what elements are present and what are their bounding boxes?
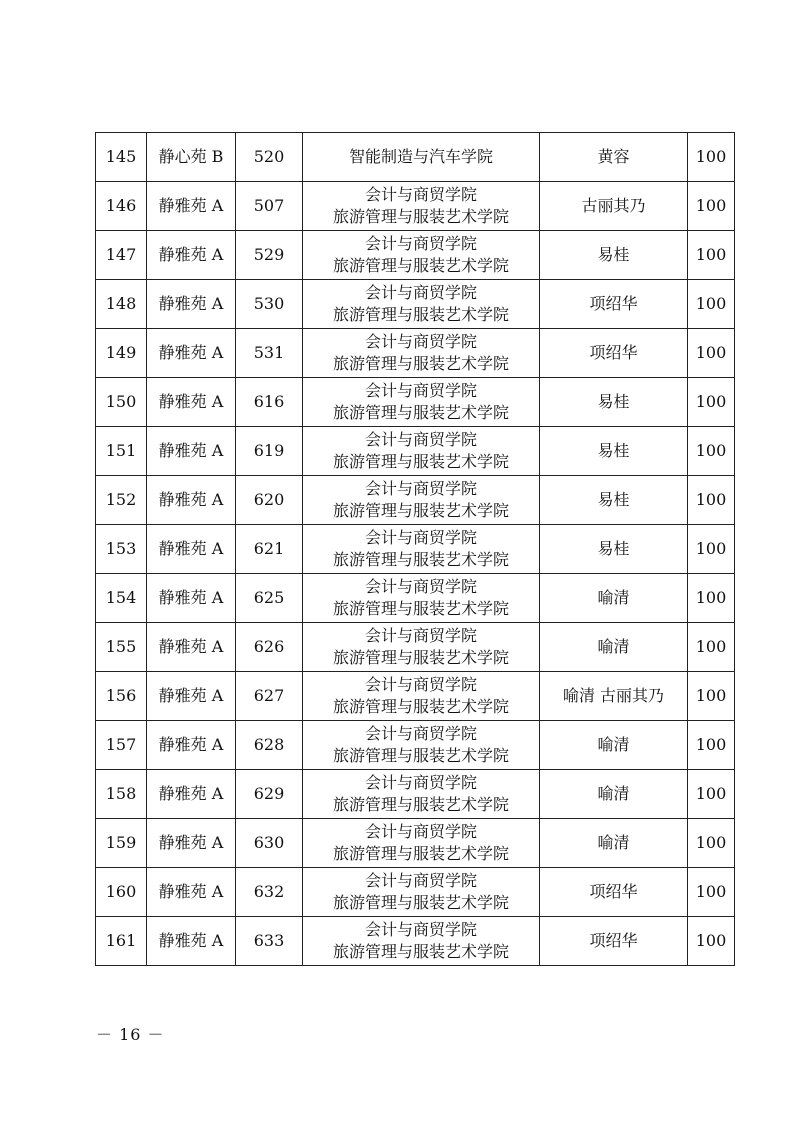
row-number-cell: 149 (96, 329, 147, 378)
college-name: 旅游管理与服装艺术学院 (332, 795, 509, 814)
building-cell: 静雅苑 A (147, 231, 236, 280)
table-row (96, 574, 735, 623)
score-cell: 100 (688, 574, 735, 623)
score-cell: 100 (688, 280, 735, 329)
college-name: 会计与商贸学院 (364, 724, 477, 743)
building-cell: 静雅苑 A (147, 574, 236, 623)
college-name: 会计与商贸学院 (364, 577, 477, 596)
table-row (96, 476, 735, 525)
building-cell: 静雅苑 A (147, 329, 236, 378)
responsible-person-cell: 黄容 (540, 133, 688, 182)
college-name: 会计与商贸学院 (364, 234, 477, 253)
responsible-person-cell: 易桂 (540, 476, 688, 525)
table-row (96, 525, 735, 574)
row-number-cell: 145 (96, 133, 147, 182)
college-cell (303, 623, 540, 672)
room-number-cell: 520 (236, 133, 303, 182)
college-name: 智能制造与汽车学院 (348, 147, 493, 166)
building-cell: 静雅苑 A (147, 525, 236, 574)
row-number-cell: 159 (96, 819, 147, 868)
college-cell (303, 917, 540, 966)
row-number-cell: 160 (96, 868, 147, 917)
table-row (96, 868, 735, 917)
row-number-cell: 150 (96, 378, 147, 427)
college-name: 旅游管理与服装艺术学院 (332, 354, 509, 373)
score-cell: 100 (688, 182, 735, 231)
college-cell (303, 231, 540, 280)
room-number-cell: 621 (236, 525, 303, 574)
row-number-cell: 151 (96, 427, 147, 476)
score-cell: 100 (688, 623, 735, 672)
college-name: 会计与商贸学院 (364, 773, 477, 792)
row-number-cell: 148 (96, 280, 147, 329)
table-row (96, 770, 735, 819)
score-cell: 100 (688, 770, 735, 819)
college-cell (303, 525, 540, 574)
college-name: 会计与商贸学院 (364, 479, 477, 498)
college-cell (303, 329, 540, 378)
score-cell: 100 (688, 476, 735, 525)
responsible-person-cell: 喻清 (540, 819, 688, 868)
building-cell: 静雅苑 A (147, 672, 236, 721)
responsible-person-cell: 项绍华 (540, 329, 688, 378)
score-cell: 100 (688, 721, 735, 770)
responsible-person-cell: 喻清 (540, 721, 688, 770)
college-name: 会计与商贸学院 (364, 626, 477, 645)
row-number-cell: 146 (96, 182, 147, 231)
score-cell: 100 (688, 378, 735, 427)
score-cell: 100 (688, 917, 735, 966)
room-number-cell: 529 (236, 231, 303, 280)
table-row (96, 329, 735, 378)
room-number-cell: 633 (236, 917, 303, 966)
table-row (96, 721, 735, 770)
college-cell (303, 721, 540, 770)
table-body (96, 133, 735, 966)
responsible-person-cell: 易桂 (540, 525, 688, 574)
responsible-person-cell: 易桂 (540, 231, 688, 280)
score-cell: 100 (688, 819, 735, 868)
college-cell (303, 182, 540, 231)
score-cell: 100 (688, 231, 735, 280)
responsible-person-cell: 项绍华 (540, 280, 688, 329)
responsible-person-cell: 项绍华 (540, 917, 688, 966)
row-number-cell: 152 (96, 476, 147, 525)
room-number-cell: 530 (236, 280, 303, 329)
table-row (96, 231, 735, 280)
responsible-person-cell: 易桂 (540, 378, 688, 427)
building-cell: 静雅苑 A (147, 476, 236, 525)
room-number-cell: 625 (236, 574, 303, 623)
responsible-person-cell: 易桂 (540, 427, 688, 476)
college-cell (303, 476, 540, 525)
table-row (96, 133, 735, 182)
room-number-cell: 619 (236, 427, 303, 476)
responsible-person-cell: 喻清 (540, 574, 688, 623)
college-name: 会计与商贸学院 (364, 822, 477, 841)
row-number-cell: 155 (96, 623, 147, 672)
college-cell (303, 868, 540, 917)
row-number-cell: 158 (96, 770, 147, 819)
score-cell: 100 (688, 525, 735, 574)
table-row (96, 378, 735, 427)
college-name: 旅游管理与服装艺术学院 (332, 403, 509, 422)
college-name: 会计与商贸学院 (364, 871, 477, 890)
college-name: 会计与商贸学院 (364, 675, 477, 694)
college-name: 会计与商贸学院 (364, 430, 477, 449)
room-number-cell: 531 (236, 329, 303, 378)
college-name: 旅游管理与服装艺术学院 (332, 256, 509, 275)
building-cell: 静雅苑 A (147, 721, 236, 770)
row-number-cell: 156 (96, 672, 147, 721)
college-name: 旅游管理与服装艺术学院 (332, 305, 509, 324)
college-name: 旅游管理与服装艺术学院 (332, 697, 509, 716)
room-number-cell: 629 (236, 770, 303, 819)
college-name: 旅游管理与服装艺术学院 (332, 844, 509, 863)
table-row (96, 819, 735, 868)
building-cell: 静心苑 B (147, 133, 236, 182)
row-number-cell: 154 (96, 574, 147, 623)
responsible-person-cell: 项绍华 (540, 868, 688, 917)
college-name: 旅游管理与服装艺术学院 (332, 207, 509, 226)
row-number-cell: 147 (96, 231, 147, 280)
college-name: 旅游管理与服装艺术学院 (332, 942, 509, 961)
row-number-cell: 157 (96, 721, 147, 770)
table-row (96, 917, 735, 966)
table-row (96, 182, 735, 231)
room-number-cell: 632 (236, 868, 303, 917)
college-name: 会计与商贸学院 (364, 283, 477, 302)
building-cell: 静雅苑 A (147, 623, 236, 672)
room-number-cell: 616 (236, 378, 303, 427)
responsible-person-cell: 喻清 (540, 770, 688, 819)
score-cell: 100 (688, 427, 735, 476)
page-number: － 16 － (96, 1025, 165, 1044)
college-cell (303, 133, 540, 182)
room-number-cell: 630 (236, 819, 303, 868)
building-cell: 静雅苑 A (147, 917, 236, 966)
college-name: 旅游管理与服装艺术学院 (332, 599, 509, 618)
responsible-person-cell: 喻清 古丽其乃 (540, 672, 688, 721)
building-cell: 静雅苑 A (147, 182, 236, 231)
college-cell (303, 672, 540, 721)
college-cell (303, 574, 540, 623)
dormitory-score-table (95, 132, 735, 966)
college-name: 旅游管理与服装艺术学院 (332, 893, 509, 912)
table-row (96, 427, 735, 476)
college-cell (303, 378, 540, 427)
row-number-cell: 153 (96, 525, 147, 574)
room-number-cell: 628 (236, 721, 303, 770)
room-number-cell: 626 (236, 623, 303, 672)
building-cell: 静雅苑 A (147, 280, 236, 329)
room-number-cell: 627 (236, 672, 303, 721)
room-number-cell: 620 (236, 476, 303, 525)
college-name: 旅游管理与服装艺术学院 (332, 501, 509, 520)
table-row (96, 672, 735, 721)
college-name: 会计与商贸学院 (364, 920, 477, 939)
college-name: 旅游管理与服装艺术学院 (332, 550, 509, 569)
college-name: 旅游管理与服装艺术学院 (332, 452, 509, 471)
score-cell: 100 (688, 133, 735, 182)
building-cell: 静雅苑 A (147, 770, 236, 819)
room-number-cell: 507 (236, 182, 303, 231)
college-name: 会计与商贸学院 (364, 185, 477, 204)
score-cell: 100 (688, 672, 735, 721)
college-cell (303, 770, 540, 819)
college-name: 会计与商贸学院 (364, 332, 477, 351)
row-number-cell: 161 (96, 917, 147, 966)
college-cell (303, 819, 540, 868)
table-row (96, 623, 735, 672)
table-row (96, 280, 735, 329)
college-name: 会计与商贸学院 (364, 528, 477, 547)
building-cell: 静雅苑 A (147, 427, 236, 476)
score-cell: 100 (688, 868, 735, 917)
college-name: 会计与商贸学院 (364, 381, 477, 400)
college-name: 旅游管理与服装艺术学院 (332, 746, 509, 765)
building-cell: 静雅苑 A (147, 819, 236, 868)
responsible-person-cell: 古丽其乃 (540, 182, 688, 231)
building-cell: 静雅苑 A (147, 378, 236, 427)
college-cell (303, 280, 540, 329)
building-cell: 静雅苑 A (147, 868, 236, 917)
responsible-person-cell: 喻清 (540, 623, 688, 672)
college-name: 旅游管理与服装艺术学院 (332, 648, 509, 667)
score-cell: 100 (688, 329, 735, 378)
college-cell (303, 427, 540, 476)
